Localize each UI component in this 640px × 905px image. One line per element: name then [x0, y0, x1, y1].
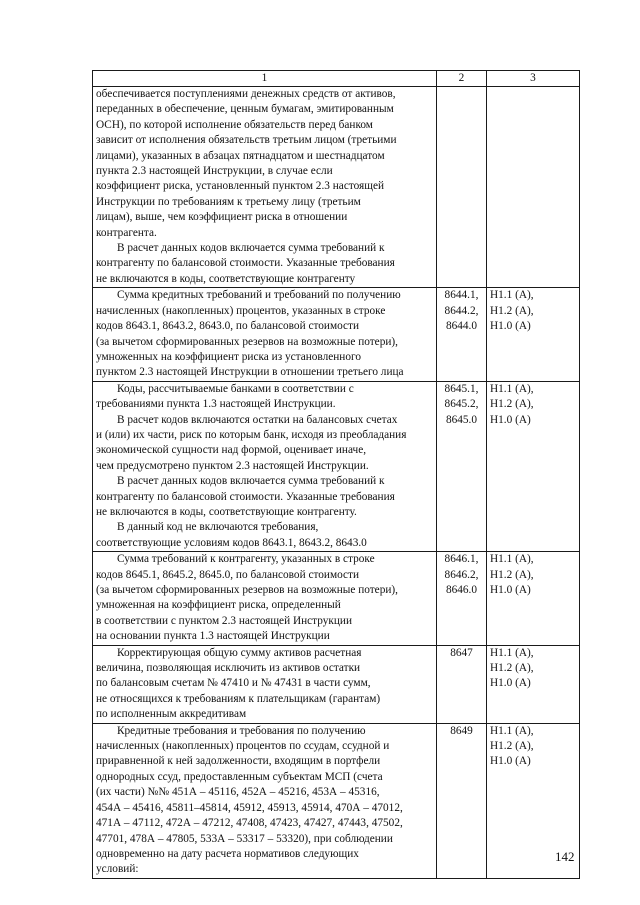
table-row [93, 288, 580, 381]
code-value: 8647 [450, 646, 473, 659]
description-line: величина, позволяющая исключить из активов остатки [96, 662, 361, 675]
description-line: (их части) №№ 451А – 45116, 452А – 45216, 453А – 45316, [96, 786, 380, 799]
row-code [437, 87, 487, 288]
description-line: обеспечивается поступлениями денежных средств от активов, [96, 88, 396, 100]
row-indicator [487, 381, 580, 551]
description-line: по исполненным аккредитивам [96, 708, 247, 721]
description-line: в соответствии с пунктом 2.3 настоящей Инструкции [96, 614, 353, 627]
code-value: 8646.1, [444, 553, 479, 566]
indicator-value: Н1.1 (А), [490, 646, 534, 659]
indicator-value: Н1.0 (А) [490, 755, 531, 768]
description-line: В расчет данных кодов включается сумма требований к [117, 242, 385, 255]
description-line: коэффициент риска, установленный пунктом 2.3 настоящей [96, 180, 385, 193]
table-row [93, 87, 580, 288]
description-line: экономической сущности над формой, оценивает иначе, [96, 444, 367, 457]
description-line: (за вычетом сформированных резервов на возможные потери), [96, 335, 398, 348]
description-line: одновременно на дату расчета нормативов следующих [96, 847, 359, 860]
description-line: ОСН), по которой исполнение обязательств перед банком [96, 118, 373, 131]
description-line: В данный код не включаются требования, [117, 521, 319, 534]
description-line: контрагента. [96, 226, 157, 239]
description-line: лицами), указанных в абзацах пятнадцатом и шестнадцатом [96, 149, 385, 162]
row-description [93, 381, 437, 551]
indicator-value: Н1.0 (А) [490, 584, 531, 596]
row-code [437, 381, 487, 551]
description-line: не включаются в коды, соответствующие контрагенту. [96, 505, 357, 518]
indicator-value: Н1.0 (А) [490, 677, 531, 690]
code-value: 8645.0 [445, 413, 478, 426]
table-body [93, 87, 580, 879]
description-line: приравненной к ней задолженности, входящим в портфели [96, 755, 381, 768]
description-paragraph [96, 288, 433, 380]
indicator-value: Н1.2 (А), [490, 740, 534, 753]
description-line: 471А – 47112, 472А – 47212, 47408, 47423, 47427, 47443, 47502, [96, 817, 403, 830]
row-code [437, 552, 487, 645]
code-value: 8646.0 [445, 584, 478, 596]
description-line: однородных ссуд, предоставленным субъектам МСП (счета [96, 770, 383, 783]
code-value: 8644.2, [444, 304, 479, 317]
table-row [93, 381, 580, 551]
indicator-value: Н1.1 (А), [490, 382, 534, 395]
indicator-value: Н1.2 (А), [490, 304, 534, 317]
description-line: кодов 8645.1, 8645.2, 8645.0, по балансовой стоимости [96, 568, 360, 581]
description-line: начисленных (накопленных) процентов по ссудам, ссудной и [96, 740, 390, 753]
description-line: умноженных на коэффициент риска из установленного [96, 350, 362, 363]
row-indicator [487, 87, 580, 288]
description-paragraph [96, 413, 433, 475]
row-indicator [487, 288, 580, 381]
description-line: контрагенту по балансовой стоимости. Указанные требования [96, 490, 395, 503]
description-line: и (или) их части, риск по которым банк, исходя из преобладания [96, 428, 407, 441]
page-number: 142 [555, 849, 575, 864]
code-value: 8645.2, [444, 398, 479, 411]
description-line: начисленных (накопленных) процентов, указанных в строке [96, 304, 386, 317]
row-description [93, 723, 437, 878]
description-line: чем предусмотрено пунктом 2.3 настоящей Инструкции. [96, 459, 369, 472]
row-code [437, 645, 487, 723]
description-line: Кредитные требования и требования по получению [117, 724, 366, 737]
column-header-indicator: 3 [487, 71, 580, 87]
table-row [93, 645, 580, 723]
column-header-description: 1 [93, 71, 437, 87]
description-line: переданных в обеспечение, ценным бумагам, эмитированным [96, 103, 394, 116]
description-line: Корректирующая общую сумму активов расчетная [117, 646, 362, 659]
codes-table [92, 70, 580, 879]
description-line: по балансовым счетам № 47410 и № 47431 в части сумм, [96, 677, 371, 690]
description-line: Сумма требований к контрагенту, указанных в строке [117, 553, 375, 566]
indicator-value: Н1.2 (А), [490, 662, 534, 675]
code-value: 8649 [450, 724, 473, 737]
code-value: 8646.2, [444, 568, 479, 581]
indicator-value: Н1.1 (А), [490, 289, 534, 302]
table-header-row [93, 71, 580, 87]
description-line: Инструкции по требованиям к третьему лицу (третьим [96, 195, 361, 208]
row-description [93, 552, 437, 645]
indicator-value: Н1.2 (А), [490, 568, 534, 581]
row-indicator [487, 645, 580, 723]
description-paragraph [96, 552, 433, 644]
description-line: зависит от исполнения обязательств третьим лицом (третьими [96, 134, 397, 147]
description-line: (за вычетом сформированных резервов на возможные потери), [96, 584, 398, 596]
description-line: на основании пункта 1.3 настоящей Инструкции [96, 630, 330, 643]
row-code [437, 723, 487, 878]
description-paragraph [96, 241, 433, 287]
indicator-value: Н1.2 (А), [490, 398, 534, 411]
description-line: 454А – 45416, 45811–45814, 45912, 45913, 45914, 470А – 47012, [96, 801, 403, 814]
description-line: В расчет кодов включаются остатки на балансовых счетах [117, 413, 398, 426]
row-description [93, 645, 437, 723]
description-paragraph [96, 520, 433, 551]
description-line: не относящихся к требованиям к плательщикам (гарантам) [96, 692, 381, 705]
description-line: не включаются в коды, соответствующие контрагенту [96, 272, 356, 285]
row-code [437, 288, 487, 381]
description-line: контрагенту по балансовой стоимости. Указанные требования [96, 257, 395, 270]
code-value: 8644.1, [444, 289, 479, 302]
row-description [93, 87, 437, 288]
description-line: лицам), выше, чем коэффициент риска в отношении [96, 211, 348, 224]
indicator-value: Н1.0 (А) [490, 413, 531, 426]
description-line: требованиями пункта 1.3 настоящей Инструкции. [96, 398, 336, 411]
description-line: пункта 2.3 настоящей Инструкции, в случае если [96, 165, 333, 178]
description-line: условий: [96, 863, 139, 876]
indicator-value: Н1.0 (А) [490, 320, 531, 333]
code-value: 8644.0 [445, 320, 478, 333]
indicator-value: Н1.1 (А), [490, 553, 534, 566]
description-paragraph [96, 474, 433, 520]
row-indicator [487, 552, 580, 645]
code-value: 8645.1, [444, 382, 479, 395]
description-line: умноженная на коэффициент риска, определенный [96, 599, 341, 612]
description-paragraph [96, 646, 433, 723]
row-description [93, 288, 437, 381]
description-line: Сумма кредитных требований и требований по получению [117, 289, 401, 302]
description-paragraph [96, 382, 433, 413]
table-row [93, 723, 580, 878]
description-line: кодов 8643.1, 8643.2, 8643.0, по балансовой стоимости [96, 320, 360, 333]
description-line: 47701, 478А – 47805, 533А – 53317 – 53320), при соблюдении [96, 832, 393, 845]
description-paragraph [96, 724, 433, 878]
description-line: соответствующие условиям кодов 8643.1, 8643.2, 8643.0 [96, 536, 367, 549]
description-line: Коды, рассчитываемые банками в соответствии с [117, 382, 354, 395]
description-line: пунктом 2.3 настоящей Инструкции в отношении третьего лица [96, 366, 404, 379]
table-row [93, 552, 580, 645]
description-paragraph [96, 87, 433, 241]
column-header-code: 2 [437, 71, 487, 87]
indicator-value: Н1.1 (А), [490, 724, 534, 737]
description-line: В расчет данных кодов включается сумма требований к [117, 475, 385, 488]
